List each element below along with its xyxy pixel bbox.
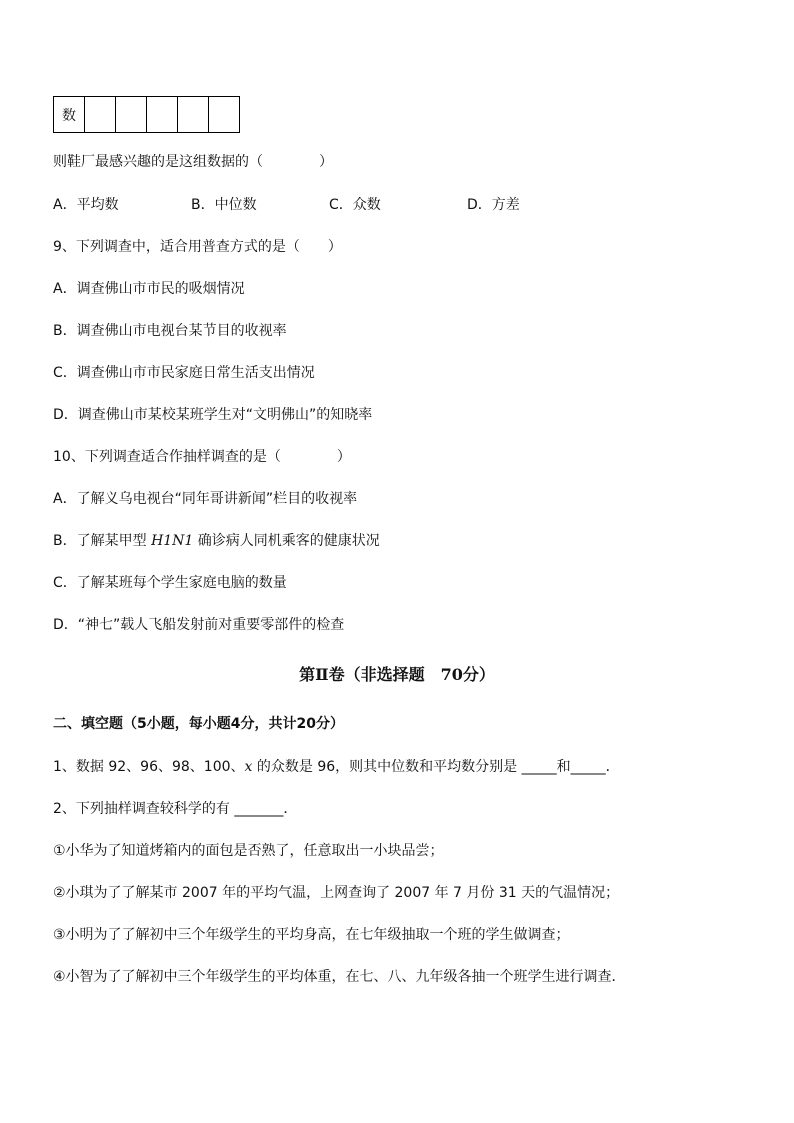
q9-option-b: B．调查佛山市电视台某节目的收视率 [53,323,287,339]
fill-q1 [53,757,620,777]
q10-option-c: C．了解某班每个学生家庭电脑的数量 [53,575,287,591]
q9-option-c: C．调查佛山市市民家庭日常生活支出情况 [53,365,315,381]
table-cell [85,97,116,133]
fill-q1-var: x [244,759,253,775]
q10-option-d: D．“神七”载人飞船发射前对重要零部件的检查 [53,617,345,633]
frequency-table [53,96,240,133]
fill-q2-item-4: ④小智为了了解初中三个年级学生的平均体重，在七、八、九年级各抽一个班学生进行调查． [53,969,626,985]
table-row-label: 数 [54,97,85,133]
q8-option-d: D．方差 [467,197,520,213]
table-cell [116,97,147,133]
q9-option-d: D．调查佛山市某校某班学生对“文明佛山”的知晓率 [53,407,373,423]
fill-q2-item-1: ①小华为了知道烤箱内的面包是否熟了，任意取出一小块品尝； [53,843,444,859]
fill-q2-item-2: ②小琪为了了解某市 2007 年的平均气温，上网查询了 2007 年 7 月份 31 天的气温情况； [53,885,620,901]
q10-option-b-prefix: B．了解某甲型 [53,533,152,549]
q8-option-b: B．中位数 [191,197,257,213]
q9-option-a: A．调查佛山市市民的吸烟情况 [53,281,245,297]
section-title: 第Ⅱ卷（非选择题 70分） [299,665,495,684]
table-cell [147,97,178,133]
q10-stem: 10、下列调查适合作抽样调查的是（ ） [53,449,351,465]
fill-q1-suffix: 的众数是 96，则其中位数和平均数分别是 _____和_____． [252,759,620,775]
part2-heading: 二、填空题（5小题，每小题4分，共计20分） [53,716,344,732]
fill-q2-item-3: ③小明为了了解初中三个年级学生的平均身高，在七年级抽取一个班的学生做调查； [53,927,570,943]
q10-option-b-var: H1N1 [151,533,194,549]
q8-option-a: A．平均数 [53,197,119,213]
fill-q1-prefix: 1、数据 92、96、98、100、 [53,759,245,775]
q10-option-a: A．了解义乌电视台“同年哥讲新闻”栏目的收视率 [53,491,358,507]
fill-q2-stem: 2、下列抽样调查较科学的有 _______． [53,801,298,817]
q8-option-c: C．众数 [329,197,381,213]
q8-stem: 则鞋厂最感兴趣的是这组数据的（ ） [53,154,333,170]
q8-options [53,195,653,215]
q10-option-b-suffix: 确诊病人同机乘客的健康状况 [193,533,380,549]
q10-option-b [53,531,380,551]
q9-stem: 9、下列调查中，适合用普查方式的是（ ） [53,239,342,255]
table-cell [178,97,209,133]
table-cell [209,97,240,133]
table-row [54,97,240,133]
